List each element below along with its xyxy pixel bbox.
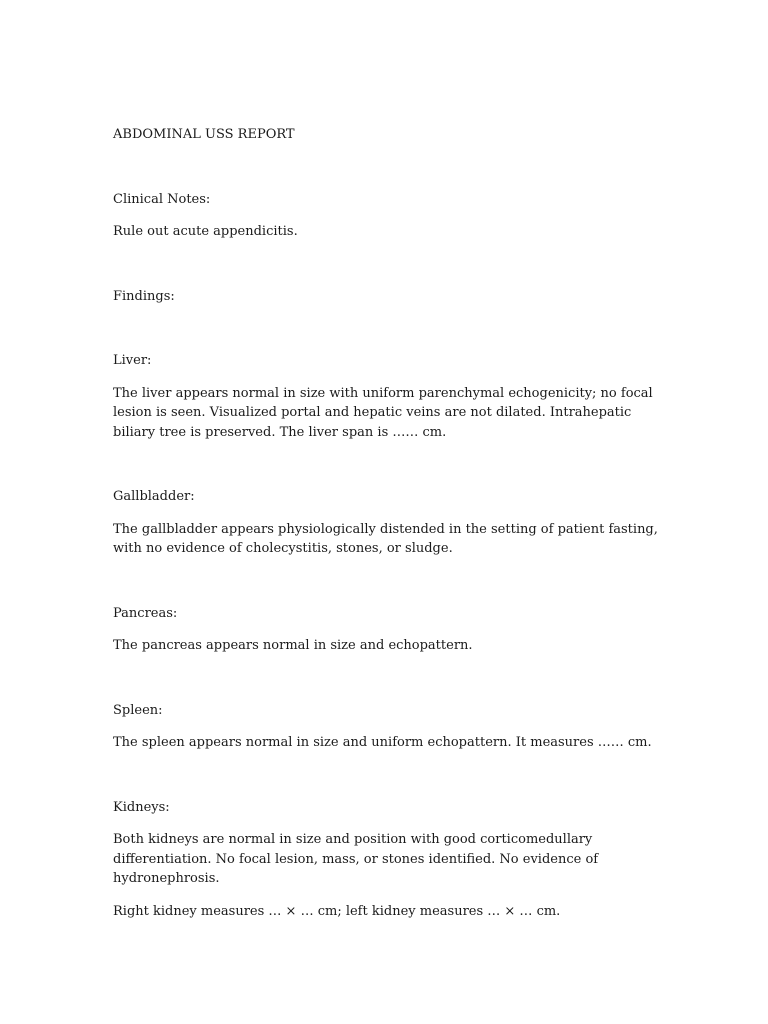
kidneys-heading: Kidneys:	[113, 799, 170, 815]
kidneys-measurements: Right kidney measures … × … cm; left kidney measures … × … cm.	[113, 903, 561, 919]
kidneys-text: Both kidneys are normal in size and position with good corticomedullary differentiation. No focal lesion, mass, or stones identified. No evidence of hydronephrosis.	[113, 832, 599, 886]
report-page	[113, 125, 658, 921]
spleen-text: The spleen appears normal in size and uniform echopattern. It measures …… cm.	[113, 735, 652, 750]
clinical-notes-text: Rule out acute appendicitis.	[113, 224, 298, 239]
clinical-notes-heading: Clinical Notes:	[113, 191, 211, 207]
liver-heading: Liver:	[113, 353, 152, 368]
findings-heading: Findings:	[113, 288, 175, 304]
report-title: ABDOMINAL USS REPORT	[113, 127, 295, 142]
liver-text: The liver appears normal in size with uniform parenchymal echogenicity; no focal lesion is seen. Visualized portal and hepatic veins are not dilated. Intrahepatic biliary tree is preserved. The liver span is …… cm.	[113, 385, 653, 440]
gallbladder-heading: Gallbladder:	[113, 489, 195, 504]
pancreas-text: The pancreas appears normal in size and echopattern.	[113, 638, 473, 653]
pancreas-heading: Pancreas:	[113, 605, 178, 621]
gallbladder-text: The gallbladder appears physiologically distended in the setting of patient fasting, with no evidence of cholecystitis, stones, or sludge.	[113, 521, 658, 556]
spleen-heading: Spleen:	[113, 702, 163, 718]
